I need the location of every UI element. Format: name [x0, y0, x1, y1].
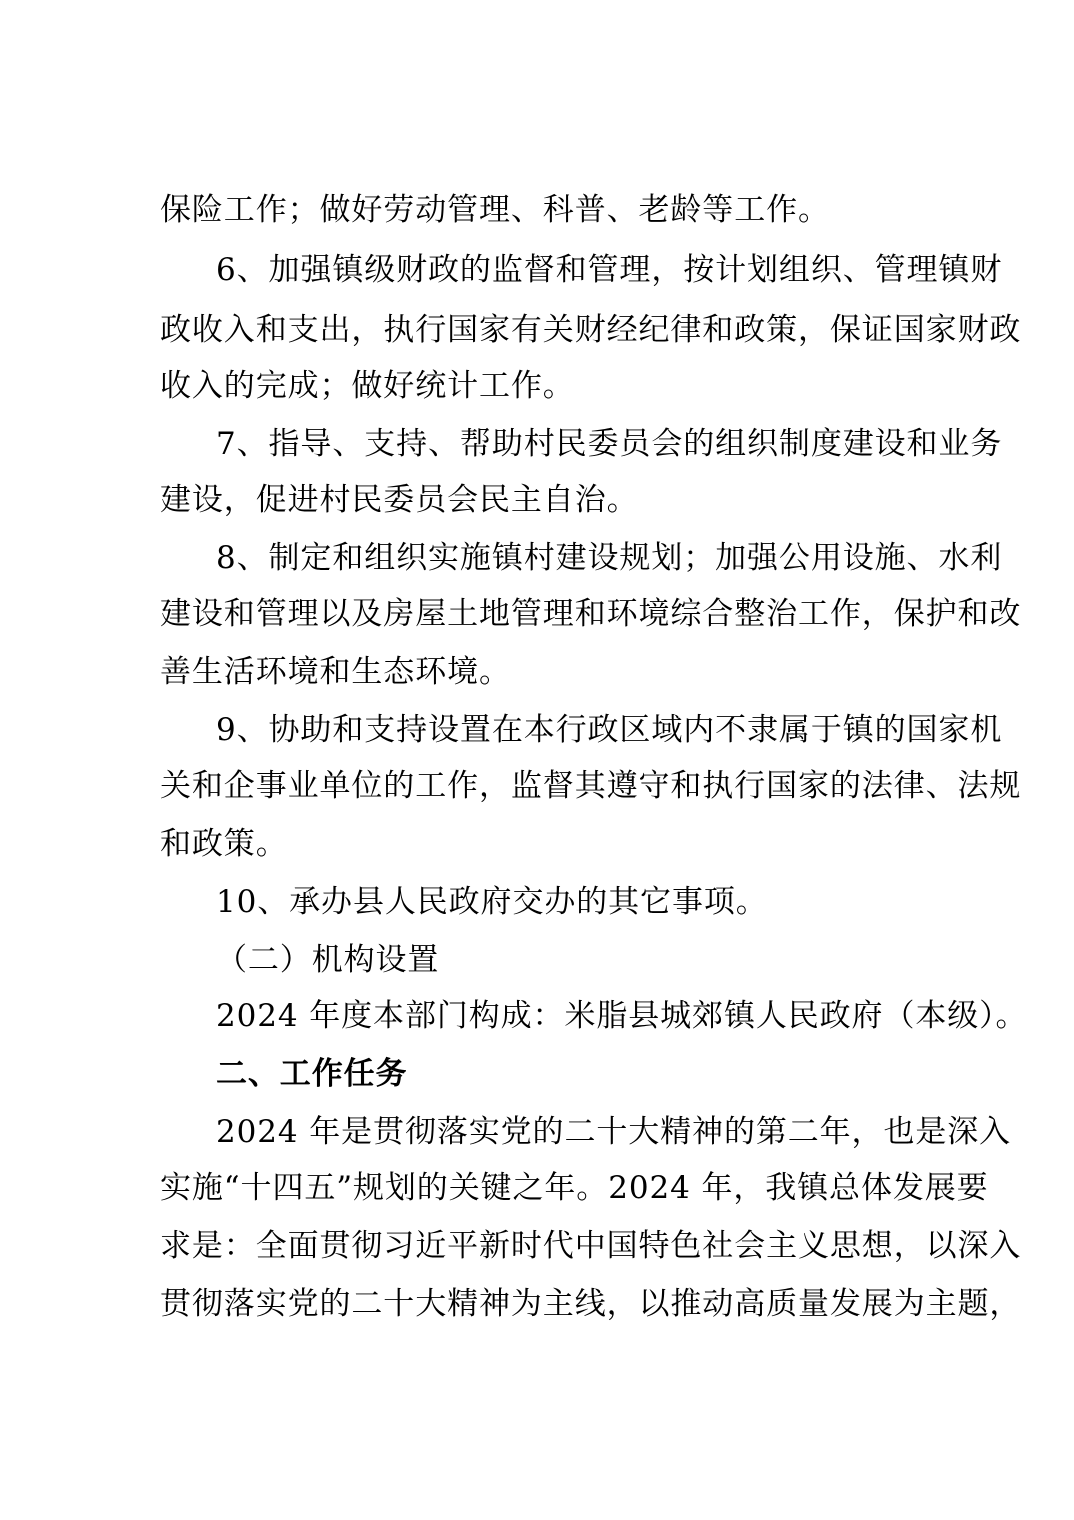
section-subheading: （二）机构设置 — [216, 942, 440, 978]
list-item-6-line-3: 收入的完成；做好统计工作。 — [160, 368, 575, 404]
list-item-9-line-3: 和政策。 — [160, 826, 288, 862]
list-item-9-line-1: 9、协助和支持设置在本行政区域内不隶属于镇的国家机 — [216, 712, 1003, 748]
list-item-8-line-3: 善生活环境和生态环境。 — [160, 654, 511, 690]
list-item-6-line-1: 6、加强镇级财政的监督和管理，按计划组织、管理镇财 — [216, 252, 1003, 288]
list-item-8-line-2: 建设和管理以及房屋土地管理和环境综合整治工作，保护和改 — [160, 596, 1022, 632]
paragraph-line-2: 实施“十四五”规划的关键之年。2024 年，我镇总体发展要 — [160, 1170, 989, 1206]
section-heading: 二、工作任务 — [216, 1056, 408, 1092]
org-composition-line: 2024 年度本部门构成：米脂县城郊镇人民政府（本级）。 — [216, 998, 1028, 1034]
list-item-8-line-1: 8、制定和组织实施镇村建设规划；加强公用设施、水利 — [216, 540, 1003, 576]
body-text-line: 保险工作；做好劳动管理、科普、老龄等工作。 — [160, 192, 830, 228]
list-item-9-line-2: 关和企事业单位的工作，监督其遵守和执行国家的法律、法规 — [160, 768, 1022, 804]
paragraph-line-3: 求是：全面贯彻习近平新时代中国特色社会主义思想，以深入 — [160, 1228, 1022, 1264]
paragraph-line-1: 2024 年是贯彻落实党的二十大精神的第二年，也是深入 — [216, 1114, 1012, 1150]
list-item-7-line-1: 7、指导、支持、帮助村民委员会的组织制度建设和业务 — [216, 426, 1003, 462]
list-item-10: 10、承办县人民政府交办的其它事项。 — [216, 884, 768, 920]
list-item-6-line-2: 政收入和支出，执行国家有关财经纪律和政策，保证国家财政 — [160, 312, 1022, 348]
paragraph-line-4: 贯彻落实党的二十大精神为主线，以推动高质量发展为主题， — [160, 1286, 1022, 1322]
list-item-7-line-2: 建设，促进村民委员会民主自治。 — [160, 482, 639, 518]
